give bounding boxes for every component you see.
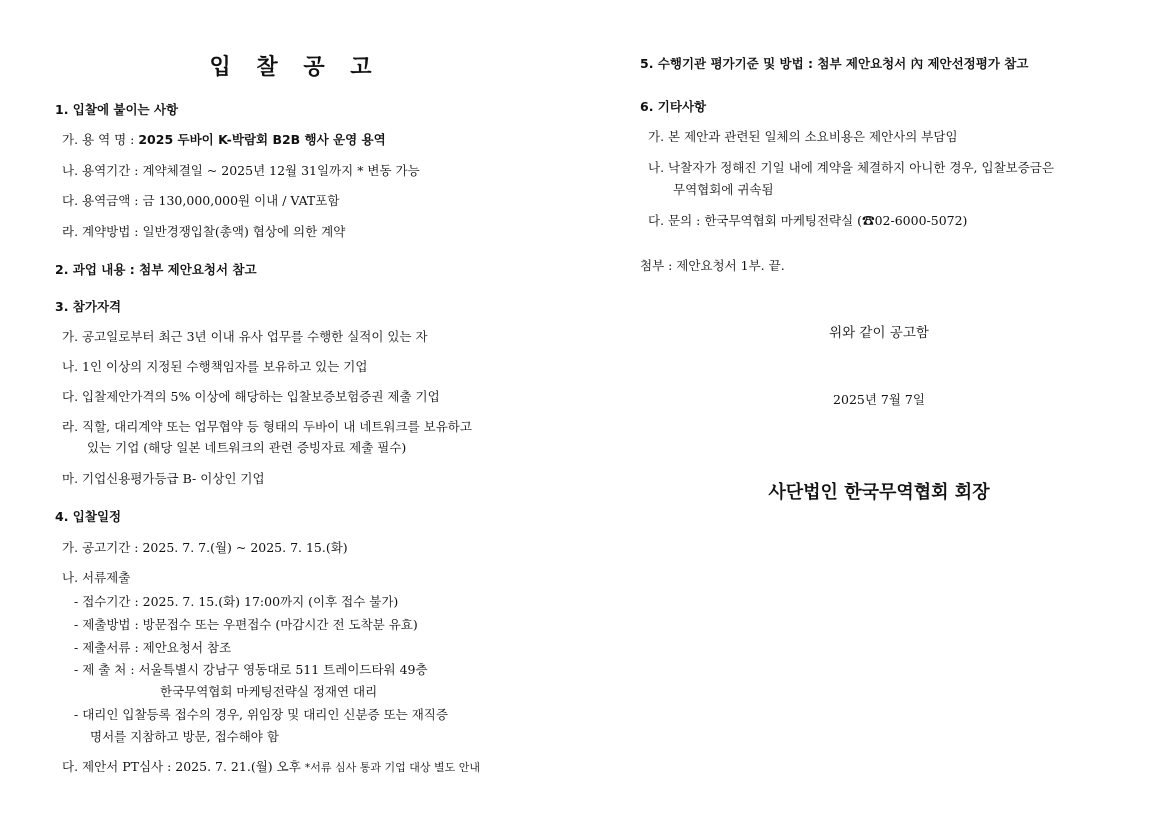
qualification-c: 다. 입찰제안가격의 5% 이상에 해당하는 입찰보증보험증권 제출 기업 <box>62 389 440 404</box>
submission-period-line: - 접수기간 : 2025. 7. 15.(화) 17:00까지 (이후 접수 불가) <box>74 594 399 609</box>
qualification-e: 마. 기업신용평가등급 B- 이상인 기업 <box>62 471 265 486</box>
section-2-heading <box>55 260 257 278</box>
qualification-d-line1: 라. 직할, 대리계약 또는 업무협약 등 형태의 두바이 내 네트워크를 보유하고 <box>62 419 472 434</box>
proxy-note-line2: 명서를 지참하고 방문, 접수해야 함 <box>90 729 279 744</box>
section-3-heading: 3. 참가자격 <box>55 299 122 314</box>
qualification-a: 가. 공고일로부터 최근 3년 이내 유사 업무를 수행한 실적이 있는 자 <box>62 329 428 344</box>
pt-review-line <box>62 757 480 775</box>
notice-period-line: 가. 공고기간 : 2025. 7. 7.(월) ~ 2025. 7. 15.(화) <box>62 540 348 555</box>
notice-date: 2025년 7월 7일 <box>833 392 925 407</box>
qualification-b: 나. 1인 이상의 지정된 수행책임자를 보유하고 있는 기업 <box>62 359 368 374</box>
phone-icon: ☎ <box>862 213 875 228</box>
service-name-label: 가. 용 역 명 : <box>62 132 139 147</box>
misc-b-line1: 나. 낙찰자가 정해진 기일 내에 계약을 체결하지 아니한 경우, 입찰보증금은 <box>648 160 1054 175</box>
section-4-heading: 4. 입찰일정 <box>55 509 122 524</box>
section-6-heading: 6. 기타사항 <box>640 99 707 114</box>
inquiry-phone: 02-6000-5072) <box>874 213 968 228</box>
inquiry-text: 다. 문의 : 한국무역협회 마케팅전략실 ( <box>648 213 863 228</box>
section-2-value: 첨부 제안요청서 참고 <box>139 262 257 277</box>
service-period-line: 나. 용역기간 : 계약체결일 ~ 2025년 12월 31일까지 * 변동 가능 <box>62 163 420 178</box>
submission-contact-line: 한국무역협회 마케팅전략실 정재연 대리 <box>160 684 378 699</box>
page-title: 입 찰 공 고 <box>209 55 381 80</box>
submission-place-line: - 제 출 처 : 서울특별시 강남구 영동대로 511 트레이드타워 49층 <box>74 662 428 677</box>
misc-c-inquiry <box>648 211 967 229</box>
section-5-heading: 5. 수행기관 평가기준 및 방법 : 첨부 제안요청서 內 제안선정평가 참고 <box>640 56 1029 71</box>
submission-documents-line: - 제출서류 : 제안요청서 참조 <box>74 640 232 655</box>
service-name-line <box>62 130 386 148</box>
signer-name: 사단법인 한국무역협회 회장 <box>768 482 990 503</box>
section-1-heading: 1. 입찰에 붙이는 사항 <box>55 102 179 117</box>
section-2-label: 2. 과업 내용 : <box>55 262 140 277</box>
misc-a: 가. 본 제안과 관련된 일체의 소요비용은 제안사의 부담임 <box>648 129 958 144</box>
contract-method-line: 라. 계약방법 : 일반경쟁입찰(총액) 협상에 의한 계약 <box>62 224 346 239</box>
attachment-line: 첨부 : 제안요청서 1부. 끝. <box>640 258 785 273</box>
pt-review-note: *서류 심사 통과 기업 대상 별도 안내 <box>304 761 480 774</box>
misc-b-line2: 무역협회에 귀속됨 <box>673 182 774 197</box>
submission-method-line: - 제출방법 : 방문접수 또는 우편접수 (마감시간 전 도착분 유효) <box>74 617 418 632</box>
document-submission-line: 나. 서류제출 <box>62 570 131 585</box>
service-amount-line: 다. 용역금액 : 금 130,000,000원 이내 / VAT포함 <box>62 193 340 208</box>
proxy-note-line1: - 대리인 입찰등록 접수의 경우, 위임장 및 대리인 신분증 또는 재직증 <box>74 707 448 722</box>
pt-review-text: 다. 제안서 PT심사 : 2025. 7. 21.(월) 오후 <box>62 759 305 774</box>
qualification-d-line2: 있는 기업 (해당 일본 네트워크의 관련 증빙자료 제출 필수) <box>87 440 407 455</box>
service-name-value: 2025 두바이 K-박람회 B2B 행사 운영 용역 <box>138 132 386 147</box>
notice-statement: 위와 같이 공고함 <box>829 325 929 341</box>
